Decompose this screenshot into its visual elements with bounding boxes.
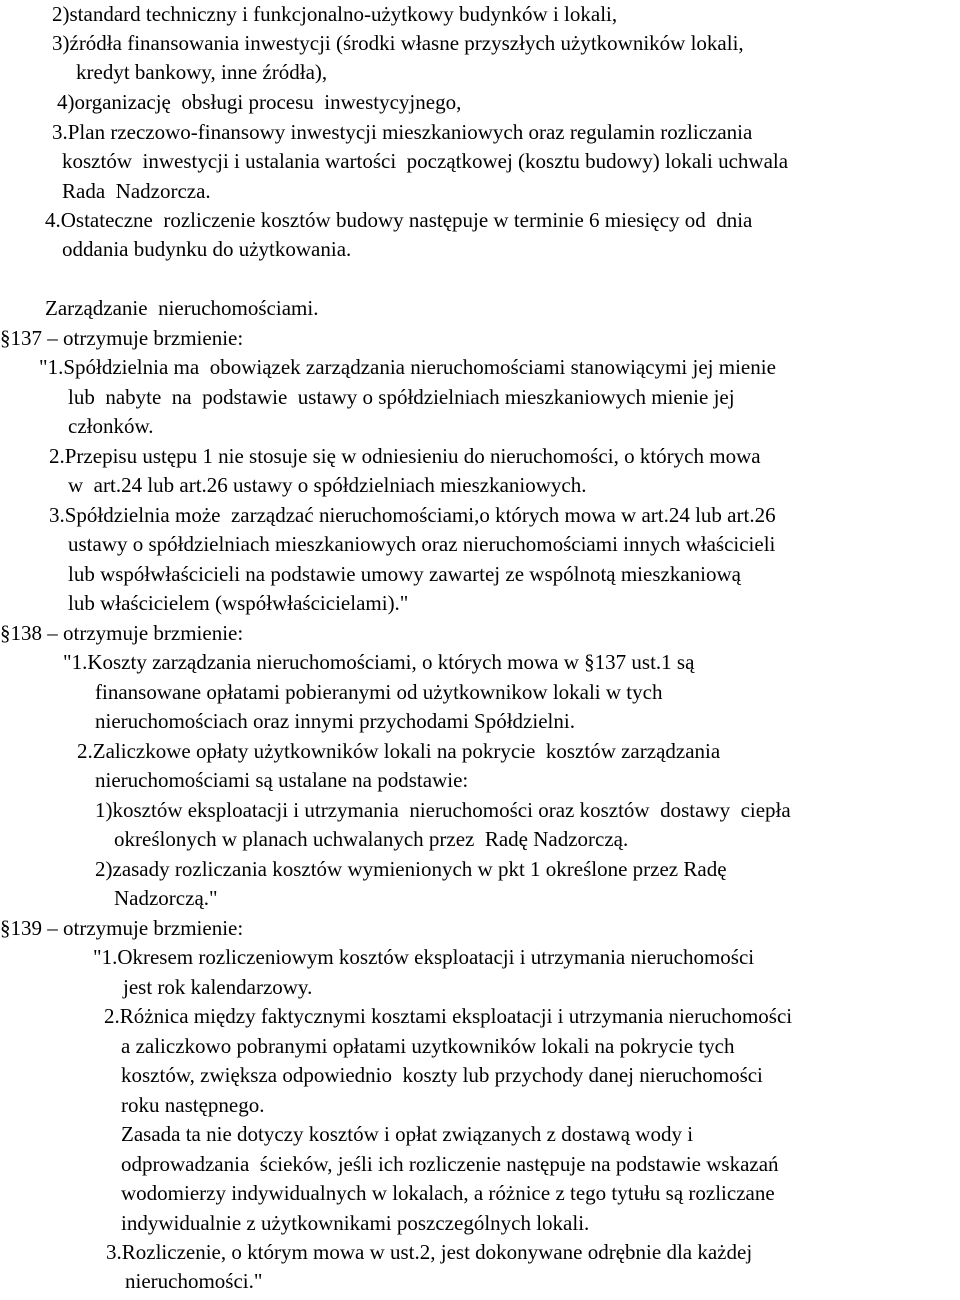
text-line: roku następnego. xyxy=(121,1093,265,1117)
text-line: indywidualnie z użytkownikami poszczególnych lokali. xyxy=(121,1211,590,1235)
text-line: kosztów, zwiększa odpowiednio koszty lub przychody danej nieruchomości xyxy=(121,1063,763,1087)
text-line: jest rok kalendarzowy. xyxy=(123,975,313,999)
text-line: 2.Przepisu ustępu 1 nie stosuje się w odniesieniu do nieruchomości, o których mowa xyxy=(49,444,761,468)
paragraph-heading: §139 – otrzymuje brzmienie: xyxy=(0,916,244,940)
text-line: określonych w planach uchwalanych przez Radę Nadzorczą. xyxy=(114,827,629,851)
text-line: lub właścicielem (współwłaścicielami)." xyxy=(68,591,409,615)
text-line: kredyt bankowy, inne źródła), xyxy=(76,60,328,84)
text-line: oddania budynku do użytkowania. xyxy=(62,237,352,261)
text-line: "1.Koszty zarządzania nieruchomościami, o których mowa w §137 ust.1 są xyxy=(63,650,695,674)
text-line: 2.Różnica między faktycznymi kosztami eksploatacji i utrzymania nieruchomości xyxy=(104,1004,793,1028)
text-line: lub nabyte na podstawie ustawy o spółdzielniach mieszkaniowych mienie jej xyxy=(68,385,735,409)
text-line: "1.Spółdzielnia ma obowiązek zarządzania nieruchomościami stanowiącymi jej mienie xyxy=(39,355,776,379)
text-line: lub współwłaścicieli na podstawie umowy zawartej ze wspólnotą mieszkaniową xyxy=(68,562,741,586)
paragraph-heading: §137 – otrzymuje brzmienie: xyxy=(0,326,244,350)
text-line: Rada Nadzorcza. xyxy=(62,179,211,203)
text-line: 2.Zaliczkowe opłaty użytkowników lokali na pokrycie kosztów zarządzania xyxy=(77,739,721,763)
text-line: odprowadzania ścieków, jeśli ich rozliczenie następuje na podstawie wskazań xyxy=(121,1152,779,1176)
section-heading: Zarządzanie nieruchomościami. xyxy=(45,296,319,320)
text-line: 2)zasady rozliczania kosztów wymienionych w pkt 1 określone przez Radę xyxy=(95,857,727,881)
text-line: 4)organizację obsługi procesu inwestycyjnego, xyxy=(57,90,462,114)
text-line: nieruchomościami są ustalane na podstawie: xyxy=(95,768,469,792)
text-line: a zaliczkowo pobranymi opłatami uzytkowników lokali na pokrycie tych xyxy=(121,1034,735,1058)
text-line: ustawy o spółdzielniach mieszkaniowych oraz nieruchomościami innych właścicieli xyxy=(68,532,776,556)
text-line: kosztów inwestycji i ustalania wartości początkowej (kosztu budowy) lokali uchwala xyxy=(62,149,789,173)
text-line: 3.Plan rzeczowo-finansowy inwestycji mieszkaniowych oraz regulamin rozliczania xyxy=(52,120,753,144)
text-line: 4.Ostateczne rozliczenie kosztów budowy następuje w terminie 6 miesięcy od dnia xyxy=(45,208,753,232)
text-line: 2)standard techniczny i funkcjonalno-użytkowy budynków i lokali, xyxy=(52,2,618,26)
text-line: Zasada ta nie dotyczy kosztów i opłat związanych z dostawą wody i xyxy=(121,1122,694,1146)
text-line: 3.Spółdzielnia może zarządzać nieruchomościami,o których mowa w art.24 lub art.26 xyxy=(49,503,776,527)
text-line: 3)źródła finansowania inwestycji (środki własne przyszłych użytkowników lokali, xyxy=(52,31,744,55)
text-line: "1.Okresem rozliczeniowym kosztów eksploatacji i utrzymania nieruchomości xyxy=(93,945,755,969)
text-line: wodomierzy indywidualnych w lokalach, a różnice z tego tytułu są rozliczane xyxy=(121,1181,775,1205)
text-line: nieruchomości." xyxy=(125,1269,263,1293)
text-line: Nadzorczą." xyxy=(114,886,218,910)
text-line: finansowane opłatami pobieranymi od użytkownikow lokali w tych xyxy=(95,680,663,704)
text-line: nieruchomościach oraz innymi przychodami Spółdzielni. xyxy=(95,709,575,733)
text-line: członków. xyxy=(68,414,154,438)
paragraph-heading: §138 – otrzymuje brzmienie: xyxy=(0,621,244,645)
text-line: 1)kosztów eksploatacji i utrzymania nieruchomości oraz kosztów dostawy ciepła xyxy=(95,798,791,822)
text-line: 3.Rozliczenie, o którym mowa w ust.2, jest dokonywane odrębnie dla każdej xyxy=(106,1240,753,1264)
text-line: w art.24 lub art.26 ustawy o spółdzielniach mieszkaniowych. xyxy=(68,473,587,497)
